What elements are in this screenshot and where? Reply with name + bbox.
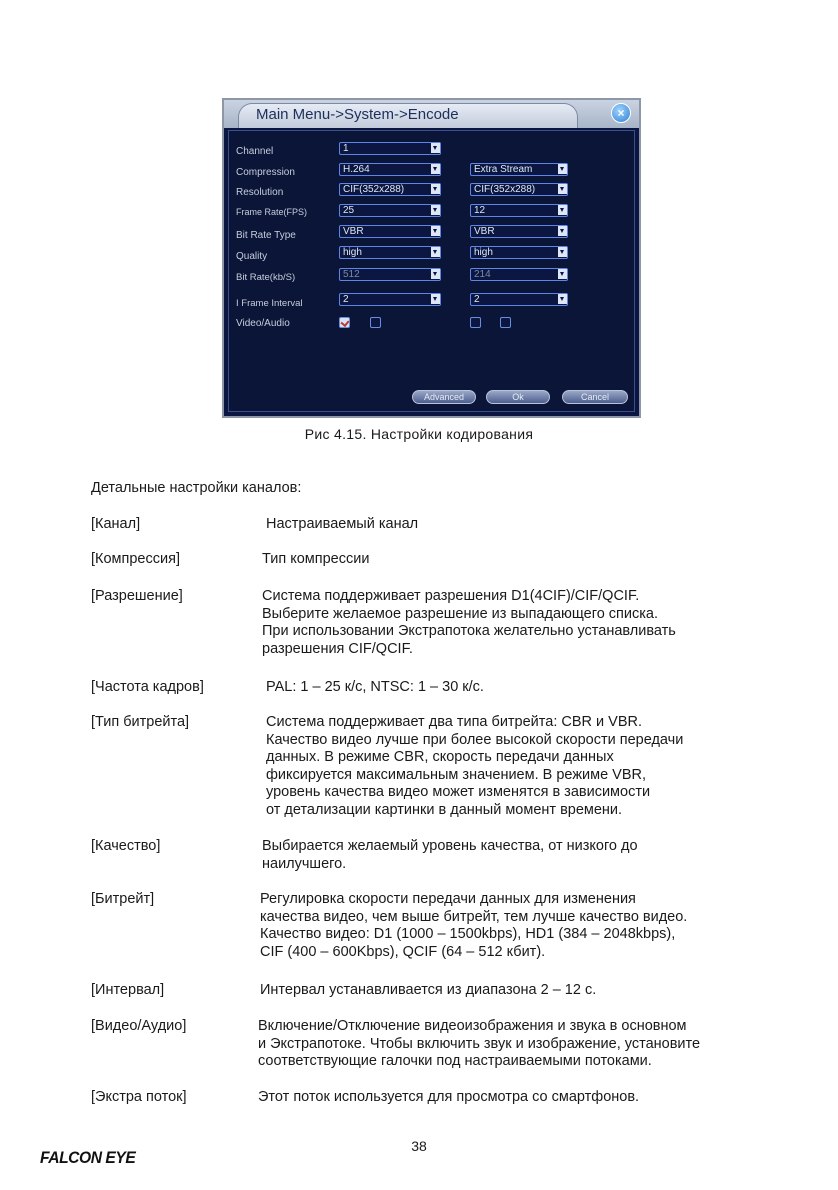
desc-channel: Настраиваемый канал: [266, 516, 419, 532]
desc-frame-rate: PAL: 1 – 25 к/с, NTSC: 1 – 30 к/с.: [266, 679, 484, 695]
label-channel: Channel: [236, 146, 274, 157]
term-bitrate: [Битрейт]: [91, 891, 155, 907]
compression-select[interactable]: H.264: [339, 163, 441, 176]
chevron-down-icon: [431, 247, 440, 257]
label-frame-rate: Frame Rate(FPS): [236, 207, 308, 217]
page-number: 38: [411, 1138, 427, 1154]
chevron-down-icon: [431, 269, 440, 279]
main-audio-checkbox[interactable]: [370, 317, 381, 328]
chevron-down-icon: [558, 269, 567, 279]
term-interval: [Интервал]: [91, 982, 165, 998]
brand-logo: FALCON EYE: [40, 1148, 136, 1167]
label-iframe-interval: I Frame Interval: [236, 298, 303, 309]
chevron-down-icon: [431, 164, 440, 174]
advanced-button[interactable]: Advanced: [412, 390, 476, 404]
desc-bitrate-type: Система поддерживает два типа битрейта: CBR и VBR. Качество видео лучше при более высокой скорости передачи данных. В режиме CBR, скорость передачи данных фиксируется максимальным значением. В режиме VBR, уровень качества видео может изменятся в зависимости от детализации картинки в данный момент времени.: [266, 714, 684, 818]
chevron-down-icon: [558, 184, 567, 194]
term-resolution: [Разрешение]: [91, 588, 183, 604]
term-channel: [Канал]: [91, 516, 141, 532]
chevron-down-icon: [558, 247, 567, 257]
term-video-audio: [Видео/Аудио]: [91, 1018, 187, 1034]
desc-interval: Интервал устанавливается из диапазона 2 – 12 с.: [260, 982, 597, 998]
term-quality: [Качество]: [91, 838, 161, 854]
term-bitrate-type: [Тип битрейта]: [91, 714, 190, 730]
desc-quality: Выбирается желаемый уровень качества, от низкого до наилучшего.: [262, 838, 638, 872]
chevron-down-icon: [558, 164, 567, 174]
chevron-down-icon: [558, 205, 567, 215]
desc-bitrate: Регулировка скорости передачи данных для изменения качества видео, чем выше битрейт, тем лучше качество видео. Качество видео: D1 (1000 – 1500kbps), HD1 (384 – 2048kbps), CIF (400 – 600Kbps), QCIF (64 – 512 кбит).: [260, 891, 688, 960]
ok-button[interactable]: Ok: [486, 390, 550, 404]
quality-select[interactable]: high: [339, 246, 441, 259]
chevron-down-icon: [431, 184, 440, 194]
extra-audio-checkbox[interactable]: [500, 317, 511, 328]
extra-frame-rate-select[interactable]: 12: [470, 204, 568, 217]
extra-video-checkbox[interactable]: [470, 317, 481, 328]
label-compression: Compression: [236, 167, 295, 178]
desc-extra-stream: Этот поток используется для просмотра со смартфонов.: [258, 1089, 640, 1105]
label-video-audio: Video/Audio: [236, 318, 290, 329]
resolution-select[interactable]: CIF(352x288): [339, 183, 441, 196]
term-compression: [Компрессия]: [91, 551, 180, 567]
iframe-interval-select[interactable]: 2: [339, 293, 441, 306]
extra-quality-select[interactable]: high: [470, 246, 568, 259]
channel-select[interactable]: 1: [339, 142, 441, 155]
chevron-down-icon: [431, 226, 440, 236]
label-resolution: Resolution: [236, 187, 284, 198]
term-frame-rate: [Частота кадров]: [91, 679, 204, 695]
encode-dialog-screenshot: [222, 98, 641, 418]
stream-type-select[interactable]: Extra Stream: [470, 163, 568, 176]
desc-video-audio: Включение/Отключение видеоизображения и звука в основном и Экстрапотоке. Чтобы включить звук и изображение, установите соответствующие галочки под настраиваемыми потоками.: [258, 1018, 701, 1069]
chevron-down-icon: [558, 294, 567, 304]
cancel-button[interactable]: Cancel: [562, 390, 628, 404]
label-bit-rate-type: Bit Rate Type: [236, 230, 296, 241]
desc-resolution: Система поддерживает разрешения D1(4CIF)/CIF/QCIF. Выберите желаемое разрешение из выпадающего списка. При использовании Экстрапотока желательно устанавливать разрешения CIF/QCIF.: [262, 588, 676, 657]
extra-bit-rate-type-select[interactable]: VBR: [470, 225, 568, 238]
chevron-down-icon: [431, 205, 440, 215]
section-intro: Детальные настройки каналов:: [91, 480, 302, 496]
term-extra-stream: [Экстра поток]: [91, 1089, 187, 1105]
dialog-titlebar: [224, 100, 639, 128]
dialog-title: Main Menu->System->Encode: [256, 106, 459, 123]
chevron-down-icon: [431, 294, 440, 304]
label-quality: Quality: [236, 251, 268, 262]
extra-resolution-select[interactable]: CIF(352x288): [470, 183, 568, 196]
chevron-down-icon: [558, 226, 567, 236]
frame-rate-select[interactable]: 25: [339, 204, 441, 217]
close-icon[interactable]: ×: [611, 103, 631, 123]
chevron-down-icon: [431, 143, 440, 153]
figure-caption: Рис 4.15. Настройки кодирования: [304, 426, 534, 442]
bit-rate-type-select[interactable]: VBR: [339, 225, 441, 238]
desc-compression: Тип компрессии: [262, 551, 370, 567]
label-bit-rate: Bit Rate(kb/S): [236, 272, 296, 283]
bit-rate-select[interactable]: 512: [339, 268, 441, 281]
extra-bit-rate-select[interactable]: 214: [470, 268, 568, 281]
extra-iframe-interval-select[interactable]: 2: [470, 293, 568, 306]
main-video-checkbox[interactable]: [339, 317, 350, 328]
